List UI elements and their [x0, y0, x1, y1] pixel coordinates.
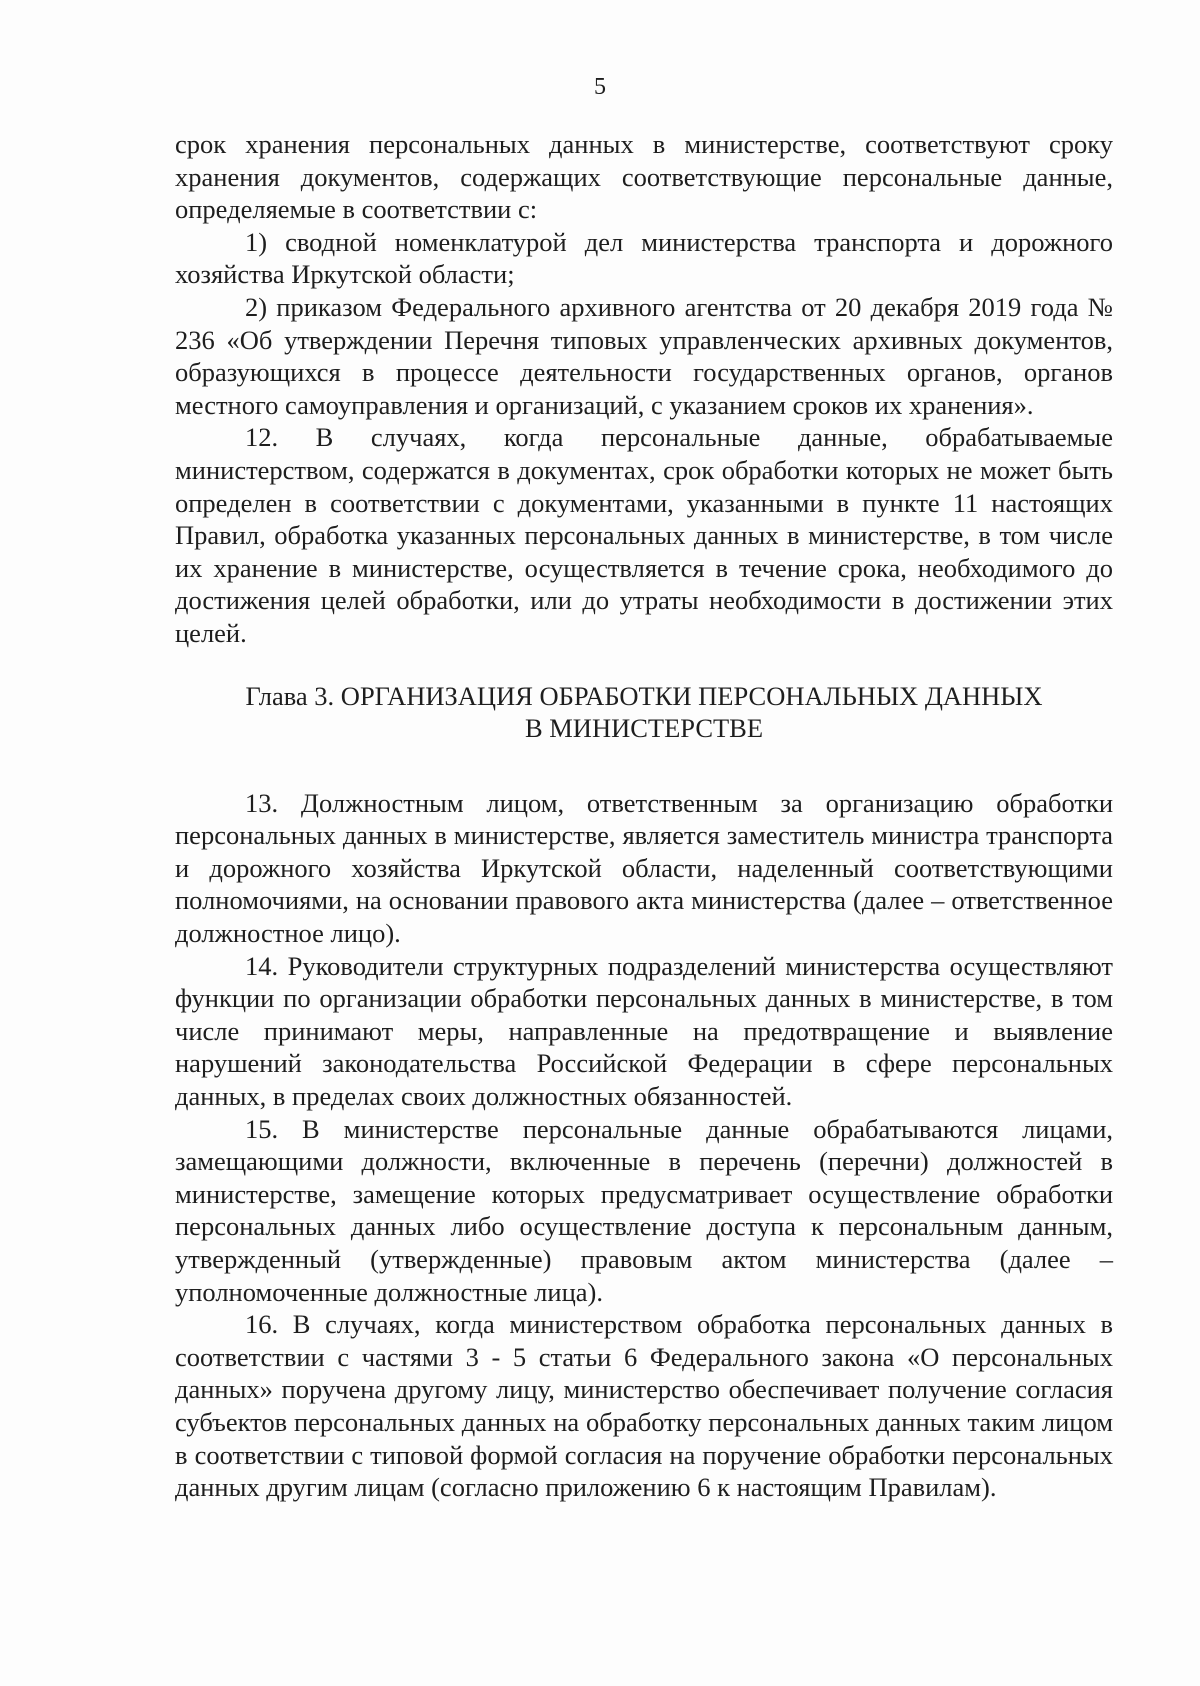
chapter-heading-line-2: В МИНИСТЕРСТВЕ [524, 713, 764, 744]
paragraph-continuation: срок хранения персональных данных в министерстве, соответствуют сроку хранения документов, содержащих соответствующие персональные данные, определяемые в соответствии с: [175, 129, 1113, 225]
chapter-heading [175, 680, 1113, 745]
chapter-heading-line-1: Глава 3. ОРГАНИЗАЦИЯ ОБРАБОТКИ ПЕРСОНАЛЬНЫХ ДАННЫХ [245, 680, 1043, 711]
paragraph-item-2: 2) приказом Федерального архивного агентства от 20 декабря 2019 года № 236 «Об утверждении Перечня типовых управленческих архивных документов, образующихся в процессе деятельности государственных органов, органов местного самоуправления и организаций, с указанием сроков их хранения». [175, 291, 1113, 420]
paragraph-15: 15. В министерстве персональные данные обрабатываются лицами, замещающими должности, включенные в перечень (перечни) должностей в министерстве, замещение которых предусматривает осуществление обработки персональных данных либо осуществление доступа к персональным данным, утвержденный (утвержденные) правовым актом министерства (далее – уполномоченные должностные лица). [175, 1113, 1113, 1307]
paragraph-14: 14. Руководители структурных подразделений министерства осуществляют функции по организации обработки персональных данных в министерстве, в том числе принимают меры, направленные на предотвращение и выявление нарушений законодательства Российской Федерации в сфере персональных данных, в пределах своих должностных обязанностей. [175, 950, 1113, 1112]
paragraph-12: 12. В случаях, когда персональные данные, обрабатываемые министерством, содержатся в документах, срок обработки которых не может быть определен в соответствии с документами, указанными в пункте 11 настоящих Правил, обработка указанных персональных данных в министерстве, в том числе их хранение в министерстве, осуществляется в течение срока, необходимого до достижения целей обработки, или до утраты необходимости в достижении этих целей. [175, 422, 1113, 648]
paragraph-13: 13. Должностным лицом, ответственным за организацию обработки персональных данных в министерстве, является заместитель министра транспорта и дорожного хозяйства Иркутской области, наделенный соответствующими полномочиями, на основании правового акта министерства (далее – ответственное должностное лицо). [175, 787, 1113, 949]
page-number: 5 [594, 74, 606, 100]
paragraph-item-1: 1) сводной номенклатурой дел министерства транспорта и дорожного хозяйства Иркутской области; [175, 226, 1113, 290]
paragraph-16: 16. В случаях, когда министерством обработка персональных данных в соответствии с частями 3 - 5 статьи 6 Федерального закона «О персональных данных» поручена другому лицу, министерство обеспечивает получение согласия субъектов персональных данных на обработку персональных данных таким лицом в соответствии с типовой формой согласия на поручение обработки персональных данных другим лицам (согласно приложению 6 к настоящим Правилам). [175, 1309, 1113, 1503]
document-body [175, 128, 1113, 1504]
